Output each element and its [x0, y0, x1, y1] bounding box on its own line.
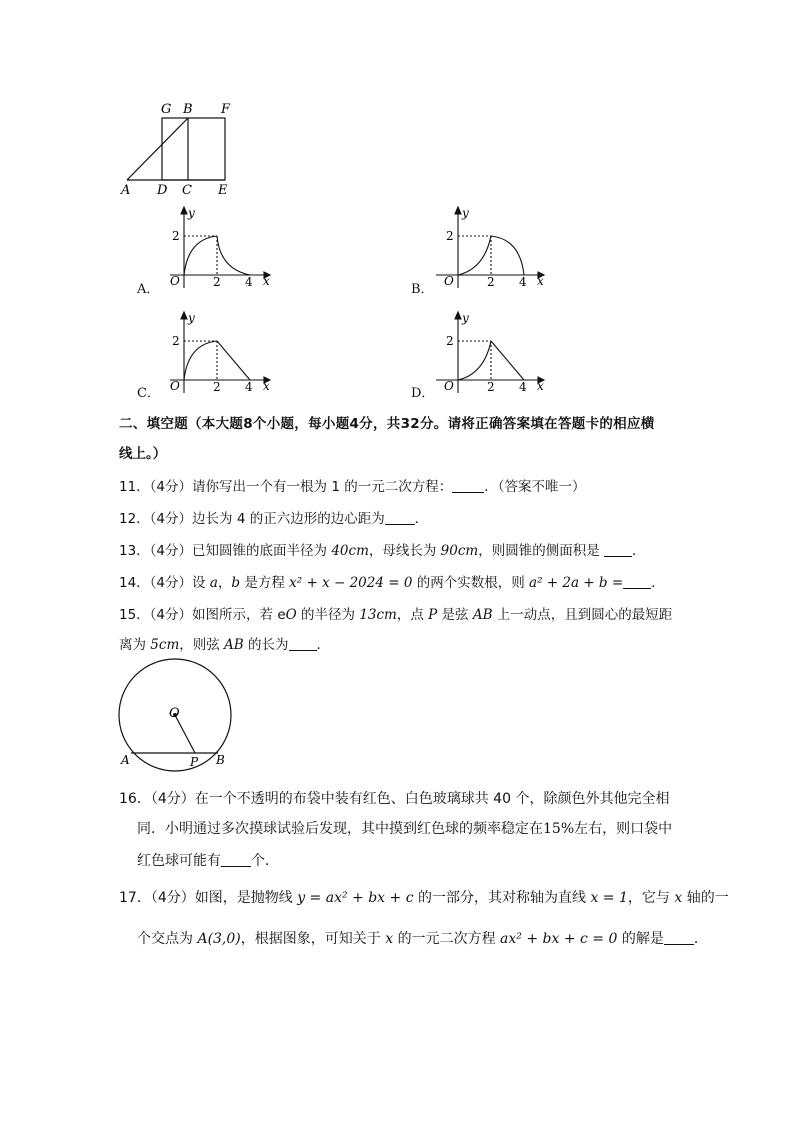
- x-axis-label: x: [263, 274, 270, 288]
- question-15-line2: [119, 635, 330, 655]
- origin-label: O: [444, 379, 454, 393]
- y-axis-label: y: [462, 206, 469, 220]
- q12-tail: ．: [414, 511, 429, 527]
- q11-number: 11．（4分）: [119, 479, 193, 495]
- label-G: G: [161, 102, 172, 117]
- q13-slant: 90cm: [440, 543, 479, 559]
- q15-l2c: 的长为: [243, 637, 289, 653]
- fig-label-O: O: [169, 706, 180, 721]
- q17-l2b: ，根据图象，可知关于: [240, 931, 386, 947]
- q12-text: 边长为 4 的正六边形的边心距为: [192, 511, 385, 527]
- question-17-line1: [119, 888, 729, 908]
- q15-radius: 13cm: [359, 607, 397, 623]
- y-tick-2: 2: [446, 334, 454, 348]
- q16-answer-blank[interactable]: [221, 852, 251, 867]
- section-header-line2: 线上。）: [119, 446, 167, 462]
- q17-l1a: 如图，是抛物线: [194, 890, 298, 906]
- q17-number: 17．（4分）: [119, 890, 195, 906]
- question-11: [119, 477, 585, 497]
- q11-tail: ．（答案不唯一）: [484, 479, 586, 495]
- question-17-line2: [137, 929, 708, 949]
- q15-t2: 的半径为: [296, 607, 360, 623]
- q15-t5: 上一动点，且到圆心的最短距: [492, 607, 673, 623]
- q17-l2d: 的解是: [617, 931, 664, 947]
- q15-AB2: AB: [224, 637, 244, 653]
- q15-number: 15．（4分）: [119, 607, 193, 623]
- q14-expression: a² + 2a + b =: [529, 575, 624, 591]
- y-tick-2: 2: [172, 229, 180, 243]
- q17-axis: x = 1: [590, 890, 628, 906]
- q12-number: 12．（4分）: [119, 511, 193, 527]
- q17-equation: ax² + bx + c = 0: [500, 931, 618, 947]
- q13-text3: ，则圆锥的侧面积是: [478, 543, 605, 559]
- x-axis-label: x: [537, 379, 544, 393]
- q17-l2a: 个交点为: [137, 931, 198, 947]
- option-a-label[interactable]: A．: [137, 282, 160, 297]
- q13-tail: ．: [632, 543, 646, 559]
- label-D: D: [157, 183, 168, 198]
- q17-parabola: y = ax² + bx + c: [297, 890, 414, 906]
- q13-number: 13．（4分）: [119, 543, 193, 559]
- x-tick-4: 4: [519, 275, 527, 289]
- q13-text2: ，母线长为: [368, 543, 441, 559]
- question-16-line1: [119, 789, 669, 809]
- q15-circle-figure: [112, 656, 242, 776]
- label-F: F: [221, 102, 231, 117]
- option-b-graph[interactable]: [434, 203, 554, 293]
- q17-point: A(3,0): [197, 931, 241, 947]
- q16-l3: 红色球可能有: [137, 853, 221, 869]
- x-tick-2: 2: [487, 275, 495, 289]
- q17-l1c: ，它与: [627, 890, 675, 906]
- y-axis-label: y: [188, 206, 195, 220]
- q15-circle-symbol: e: [277, 607, 286, 623]
- q14-t1: 设: [192, 575, 210, 591]
- q17-tail: ．: [693, 931, 708, 947]
- q17-l1b: 的一部分，其对称轴为直线: [413, 890, 591, 906]
- q14-t2: ，: [217, 575, 232, 591]
- q16-l1: 在一个不透明的布袋中装有红色、白色玻璃球共 40 个，除颜色外其他完全相: [194, 791, 670, 807]
- q11-text: 请你写出一个有一根为 1 的一元二次方程：: [192, 479, 453, 495]
- q14-answer-blank[interactable]: [623, 574, 651, 589]
- question-15-line1: [119, 605, 672, 625]
- x-tick-2: 2: [213, 380, 221, 394]
- q13-radius: 40cm: [331, 543, 369, 559]
- question-13: [119, 541, 646, 561]
- option-b-label[interactable]: B．: [411, 282, 434, 297]
- origin-label: O: [170, 379, 180, 393]
- q14-b: b: [231, 575, 241, 591]
- label-E: E: [218, 183, 228, 198]
- y-tick-2: 2: [172, 334, 180, 348]
- q15-l2b: ，则弦: [179, 637, 225, 653]
- q16-l2b: 左右，则口袋中: [574, 821, 673, 837]
- question-16-line3: [137, 851, 279, 871]
- q15-P: P: [428, 607, 438, 623]
- q15-t4: 是弦: [437, 607, 473, 623]
- label-C: C: [182, 183, 192, 198]
- q15-AB: AB: [472, 607, 493, 623]
- question-16-line2: [137, 819, 672, 839]
- option-d-label[interactable]: D．: [411, 386, 435, 401]
- question-12: [119, 509, 428, 529]
- x-tick-2: 2: [213, 275, 221, 289]
- q16-number: 16．（4分）: [119, 791, 195, 807]
- q15-t1: 如图所示，若: [192, 607, 278, 623]
- fig-label-B: B: [216, 753, 225, 767]
- y-tick-2: 2: [446, 229, 454, 243]
- fig-label-P: P: [190, 755, 199, 769]
- label-B: B: [183, 102, 193, 117]
- q11-answer-blank[interactable]: [452, 478, 484, 493]
- fig-label-A: A: [121, 753, 130, 767]
- q15-answer-blank[interactable]: [289, 636, 317, 651]
- x-axis-label: x: [263, 379, 270, 393]
- origin-label: O: [444, 274, 454, 288]
- q14-t4: 的两个实数根，则: [412, 575, 530, 591]
- q14-number: 14．（4分）: [119, 575, 193, 591]
- q17-l2c: 的一元二次方程: [393, 931, 501, 947]
- q16-percent: 15%: [543, 821, 575, 837]
- top-geometry-figure: [115, 98, 245, 198]
- option-d-graph[interactable]: [434, 308, 554, 398]
- option-c-label[interactable]: C．: [137, 386, 160, 401]
- label-A: A: [121, 183, 131, 198]
- q13-answer-blank[interactable]: [604, 542, 632, 557]
- q17-answer-blank[interactable]: [664, 930, 694, 945]
- q14-tail: ．: [651, 575, 665, 591]
- q16-tail: 个．: [251, 853, 279, 869]
- q12-answer-blank[interactable]: [385, 510, 415, 525]
- q15-distance: 5cm: [150, 637, 180, 653]
- question-14: [119, 573, 665, 593]
- x-tick-4: 4: [245, 380, 253, 394]
- option-a-graph[interactable]: [160, 203, 280, 293]
- x-tick-4: 4: [519, 380, 527, 394]
- q17-x: x: [674, 890, 683, 906]
- q14-t3: 是方程: [240, 575, 290, 591]
- q17-x2: x: [385, 931, 394, 947]
- q15-O: O: [285, 607, 297, 623]
- q16-l2a: 同．小明通过多次摸球试验后发现，其中摸到红色球的频率稳定在: [137, 821, 543, 837]
- section-header-line1: 二、填空题（本大题8个小题，每小题4分，共32分。请将正确答案填在答题卡的相应横: [119, 416, 655, 432]
- q15-l2a: 离为: [119, 637, 151, 653]
- q15-t3: ，点: [396, 607, 429, 623]
- q13-text1: 已知圆锥的底面半径为: [192, 543, 332, 559]
- y-axis-label: y: [188, 311, 195, 325]
- x-tick-2: 2: [487, 380, 495, 394]
- q15-tail: ．: [316, 637, 331, 653]
- x-axis-label: x: [537, 274, 544, 288]
- q14-equation: x² + x − 2024 = 0: [289, 575, 413, 591]
- x-tick-4: 4: [245, 275, 253, 289]
- option-c-graph[interactable]: [160, 308, 280, 398]
- y-axis-label: y: [462, 311, 469, 325]
- origin-label: O: [170, 274, 180, 288]
- q14-a: a: [209, 575, 218, 591]
- q17-l1d: 轴的一: [682, 890, 729, 906]
